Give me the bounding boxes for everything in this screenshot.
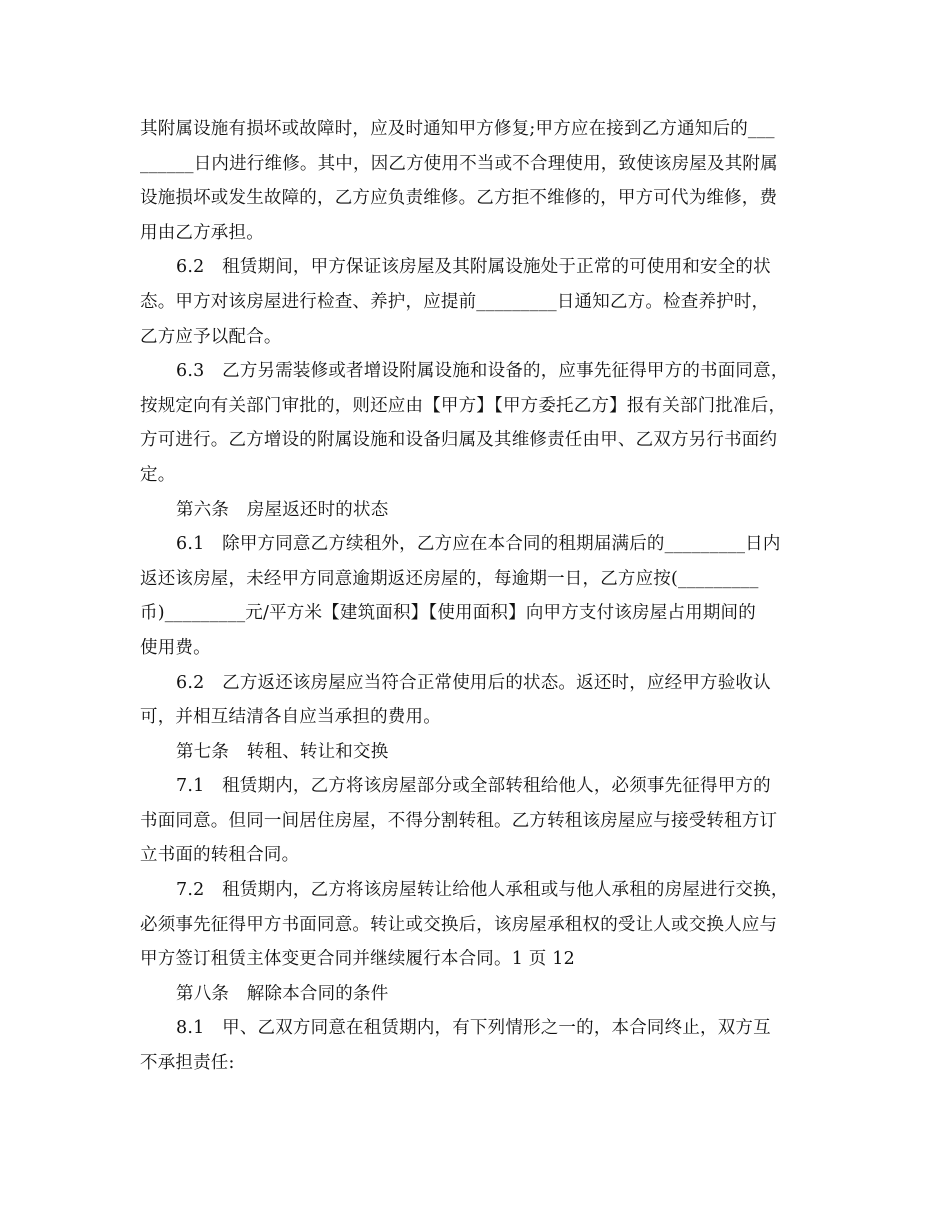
text-line: 使用费。 xyxy=(140,637,211,658)
text-line: 方可进行。乙方增设的附属设施和设备归属及其维修责任由甲、乙双方另行书面约 xyxy=(140,430,778,451)
text-line: 6.2 租赁期间，甲方保证该房屋及其附属设施处于正常的可使用和安全的状 xyxy=(176,257,771,278)
text-line: 立书面的转租合同。 xyxy=(140,845,300,866)
text-line: 第八条 解除本合同的条件 xyxy=(176,983,389,1004)
text-line: 7.1 租赁期内，乙方将该房屋部分或全部转租给他人，必须事先征得甲方的 xyxy=(176,776,771,797)
text-line: 按规定向有关部门审批的，则还应由【甲方】【甲方委托乙方】报有关部门批准后， xyxy=(140,395,787,416)
text-line: 设施损坏或发生故障的，乙方应负责维修。乙方拒不维修的，甲方可代为维修，费 xyxy=(140,188,778,209)
text-line: 6.1 除甲方同意乙方续租外，乙方应在本合同的租期届满后的_________日内 xyxy=(176,534,781,555)
text-line: ______日内进行维修。其中，因乙方使用不当或不合理使用，致使该房屋及其附属 xyxy=(140,153,778,174)
text-line: 必须事先征得甲方书面同意。转让或交换后，该房屋承租权的受让人或交换人应与 xyxy=(140,914,778,935)
document-page xyxy=(140,112,816,1081)
text-line: 币)_________元/平方米【建筑面积】【使用面积】向甲方支付该房屋占用期间的 xyxy=(140,603,756,624)
text-line: 书面同意。但同一间居住房屋，不得分割转租。乙方转租该房屋应与接受转租方订 xyxy=(140,810,778,831)
text-line: 不承担责任: xyxy=(140,1053,235,1074)
text-line: 第六条 房屋返还时的状态 xyxy=(176,499,389,520)
text-line: 态。甲方对该房屋进行检查、养护，应提前_________日通知乙方。检查养护时， xyxy=(140,291,770,312)
text-line: 其附属设施有损坏或故障时，应及时通知甲方修复;甲方应在接到乙方通知后的___ xyxy=(140,119,775,139)
text-line: 用由乙方承担。 xyxy=(140,222,264,243)
text-line: 返还该房屋，未经甲方同意逾期返还房屋的，每逾期一日，乙方应按(_________ xyxy=(140,568,759,589)
text-line: 可，并相互结清各自应当承担的费用。 xyxy=(140,707,441,728)
text-line: 定。 xyxy=(140,464,176,485)
text-line: 6.3 乙方另需装修或者增设附属设施和设备的，应事先征得甲方的书面同意， xyxy=(176,361,789,382)
text-line: 8.1 甲、乙双方同意在租赁期内，有下列情形之一的，本合同终止，双方互 xyxy=(176,1018,771,1039)
text-line: 6.2 乙方返还该房屋应当符合正常使用后的状态。返还时，应经甲方验收认 xyxy=(176,672,771,693)
text-line: 7.2 租赁期内，乙方将该房屋转让给他人承租或与他人承租的房屋进行交换， xyxy=(176,880,789,901)
text-line: 乙方应予以配合。 xyxy=(140,326,282,347)
text-line: 甲方签订租赁主体变更合同并继续履行本合同。1 页 12 xyxy=(140,949,575,970)
text-line: 第七条 转租、转让和交换 xyxy=(176,741,389,762)
